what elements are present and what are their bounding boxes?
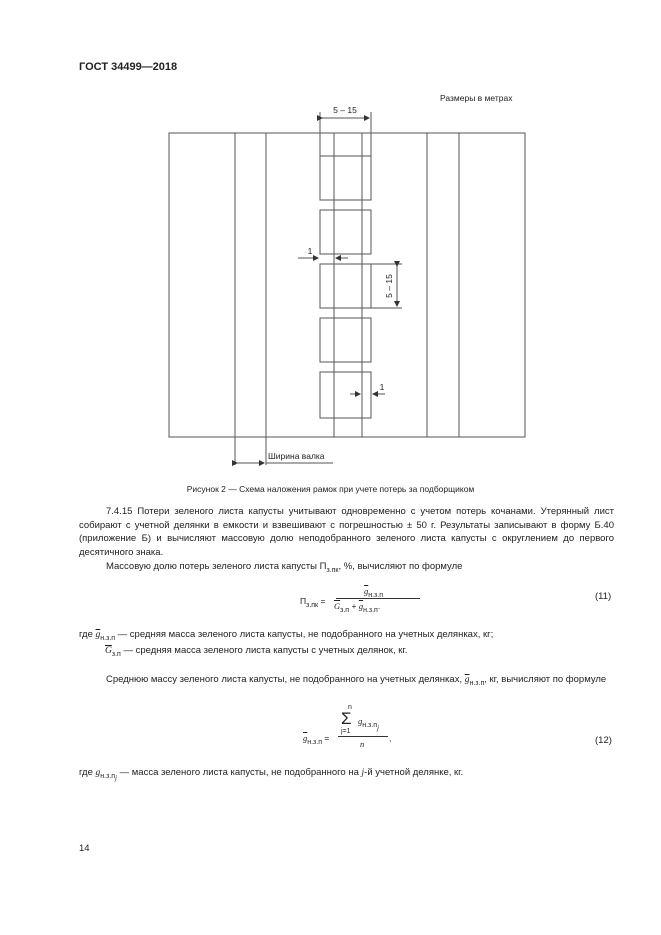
sample-frame bbox=[320, 210, 371, 254]
field-outline bbox=[169, 133, 525, 437]
equation-12: $\overline{g}_{н.з.п}$ = n Σ j=1 $g_{н.з.пj}$ n , bbox=[303, 704, 392, 749]
page-number: 14 bbox=[79, 843, 90, 854]
where-block-1: где $\overline{g}_{н.з.п}$ — средняя масса зеленого листа капусты, не подобранного на учетных делянках, кг; bbox=[79, 629, 494, 642]
paragraph-formula-intro: Массовую долю потерь зеленого листа капусты $П_{з.пк}$, %, вычисляют по формуле bbox=[106, 561, 463, 574]
sample-frame bbox=[320, 156, 371, 200]
sample-frame bbox=[320, 264, 371, 308]
equation-11-number: (11) bbox=[595, 591, 612, 602]
dim-gap-bottom-label: 1 bbox=[379, 382, 385, 392]
dim-top-label: 5 – 15 bbox=[333, 105, 357, 115]
paragraph-7-4-15 bbox=[79, 505, 614, 559]
figure-caption: Рисунок 2 — Схема наложения рамок при учете потерь за подборщиком bbox=[186, 484, 475, 494]
where-block-2: $\overline{G}_{з.п}$ — средняя масса зеленого листа капусты с учетных делянок, кг. bbox=[105, 645, 408, 658]
paragraph-formula-intro-2: Среднюю массу зеленого листа капусты, не подобранного на учетных делянках, $\overline{g}_{н.з.п}$, кг, вычисляют по формуле bbox=[106, 674, 607, 687]
dim-gap-left-label: 1 bbox=[307, 246, 313, 256]
sample-frame bbox=[320, 372, 371, 418]
paragraph-text: 7.4.15 Потери зеленого листа капусты учитывают одновременно с учетом потерь кочанами. Утерянный лист собирают с учетной делянки в емкости и взвешивают с погрешностью ± 50 г. Результаты записывают в форму Б.40 (приложение Б) и вычисляют массовую долю неподобранного зеленого листа капусты с округлением до первого десятичного знака. bbox=[79, 506, 614, 558]
where-block-3: где $g_{н.з.пj}$ — масса зеленого листа капусты, не подобранного на j-й учетной делянке, кг. bbox=[79, 767, 464, 782]
sample-frame bbox=[320, 318, 371, 362]
units-note: Размеры в метрах bbox=[440, 93, 513, 103]
document-header: ГОСТ 34499—2018 bbox=[79, 61, 178, 73]
roller-width-label: Ширина валка bbox=[268, 451, 325, 461]
equation-12-number: (12) bbox=[595, 735, 612, 746]
dim-right-label: 5 – 15 bbox=[384, 274, 394, 298]
